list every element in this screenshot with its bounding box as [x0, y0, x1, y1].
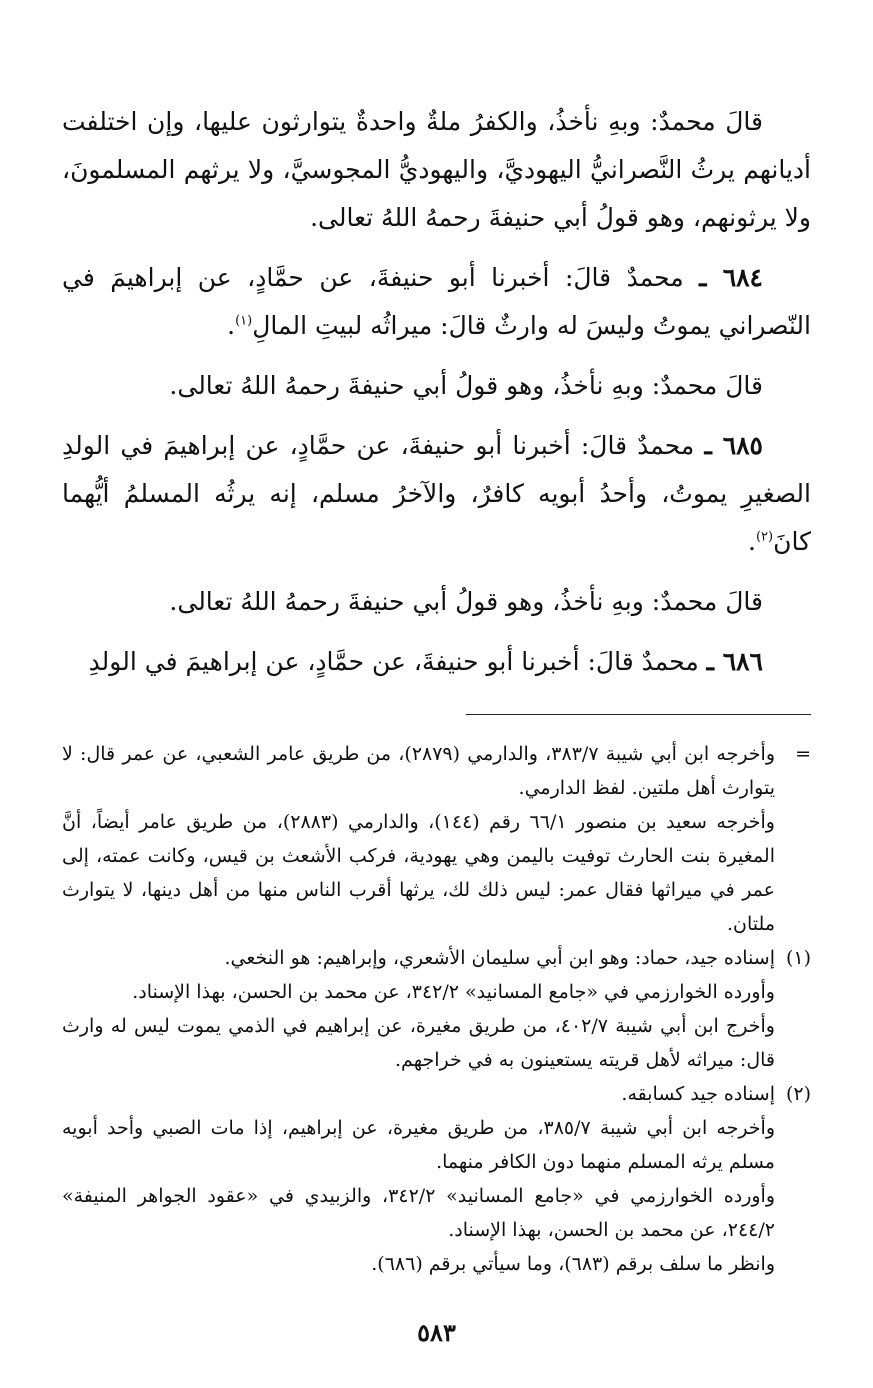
hadith-number: ٦٨٥ ـ [704, 431, 763, 460]
footnote-line: وانظر ما سلف برقم (٦٨٣)، وما سيأتي برقم (٦٨٦). [371, 1253, 775, 1275]
footnote-separator [466, 714, 811, 715]
footnote-line: وأورده الخوارزمي في «جامع المسانيد» ٣٤٢/٢، والزبيدي في «عقود الجواهر المنيفة» ٢٤٤/٢، عن محمد بن الحسن، بهذا الإسناد. [62, 1185, 775, 1241]
paragraph-comment: قالَ محمدٌ: وبهِ نأخذُ، وهو قولُ أبي حنيفةَ رحمهُ اللهُ تعالى. [169, 371, 763, 400]
footnote-continued [62, 737, 811, 941]
footnote-2 [62, 1077, 811, 1281]
paragraph-686: ٦٨٦ ـ محمدٌ قالَ: أخبرنا أبو حنيفةَ، عن حمَّادٍ، عن إبراهيمَ في الولدِ [88, 647, 763, 676]
page-number: ٥٨٣ [417, 1318, 456, 1347]
main-text [62, 98, 811, 686]
footnote-mark: (١) [785, 947, 811, 969]
paragraph-685: ٦٨٥ ـ محمدٌ قالَ: أخبرنا أبو حنيفةَ، عن حمَّادٍ، عن إبراهيمَ في الولدِ الصغيرِ يموتُ، وأحدُ أبويه كافرٌ، والآخرُ مسلم، إنه يرثُه المسلمُ أيُّهما كانَ$^{(٢)}$. [62, 431, 811, 556]
footnote-1 [62, 941, 811, 1077]
paragraph-comment: قالَ محمدٌ: وبهِ نأخذُ، والكفرُ ملةٌ واحدةٌ يتوارثون عليها، وإن اختلفت أديانهم يرثُ النَّصرانيُّ اليهوديَّ، واليهوديُّ المجوسيَّ، ولا يرثهم المسلمونَ، ولا يرثونهم، وهو قولُ أبي حنيفةَ رحمهُ اللهُ تعالى. [62, 107, 811, 232]
paragraph-comment: قالَ محمدٌ: وبهِ نأخذُ، وهو قولُ أبي حنيفةَ رحمهُ اللهُ تعالى. [169, 587, 763, 616]
footnote-line: وأخرج ابن أبي شيبة ٤٠٢/٧، من طريق مغيرة، عن إبراهيم في الذمي يموت ليس له وارث قال: ميراثه لأهل قريته يستعينون به في خراجهم. [62, 1015, 775, 1071]
hadith-number: ٦٨٦ ـ [706, 647, 763, 676]
footnote-line: إسناده جيد كسابقه. [621, 1083, 775, 1105]
footnote-line: وأخرجه سعيد بن منصور ٦٦/١ رقم (١٤٤)، والدارمي (٢٨٨٣)، من طريق عامر أيضاً، أنَّ المغيرة بنت الحارث توفيت باليمن وهي يهودية، فركب الأشعث بن قيس، وكانت عمته، إلى عمر في ميراثها فقال عمر: ليس ذلك لك، يرثها أقرب الناس منها من أهل دينها، لا يتوارث ملتان. [62, 811, 775, 935]
hadith-number: ٦٨٤ ـ [699, 263, 763, 292]
footnote-line: إسناده جيد، حماد: وهو ابن أبي سليمان الأشعري، وإبراهيم: هو النخعي. [224, 947, 775, 969]
footnotes [62, 737, 811, 1281]
paragraph-684: ٦٨٤ ـ محمدٌ قالَ: أخبرنا أبو حنيفةَ، عن حمَّادٍ، عن إبراهيمَ في النّصراني يموتُ وليسَ له وارثٌ قالَ: ميراثُه لبيتِ المالِ$^{(١)}$. [62, 263, 811, 340]
footnote-line: وأخرجه ابن أبي شيبة ٣٨٣/٧، والدارمي (٢٨٧٩)، من طريق عامر الشعبي، عن عمر قال: لا يتوارث أهل ملتين. لفظ الدارمي. [62, 743, 775, 799]
footnote-mark: (٢) [785, 1083, 811, 1105]
footnote-line: وأخرجه ابن أبي شيبة ٣٨٥/٧، من طريق مغيرة، عن إبراهيم، إذا مات الصبي وأحد أبويه مسلم يرثه المسلم منهما دون الكافر منهما. [62, 1117, 775, 1173]
footnote-ref[interactable]: (١) [235, 313, 253, 329]
footnote-ref[interactable]: (٢) [755, 529, 774, 545]
footnote-line: وأورده الخوارزمي في «جامع المسانيد» ٣٤٢/٢، عن محمد بن الحسن، بهذا الإسناد. [132, 981, 775, 1003]
footnote-mark: = [795, 743, 811, 765]
footnote-separator-wrap [62, 714, 811, 715]
